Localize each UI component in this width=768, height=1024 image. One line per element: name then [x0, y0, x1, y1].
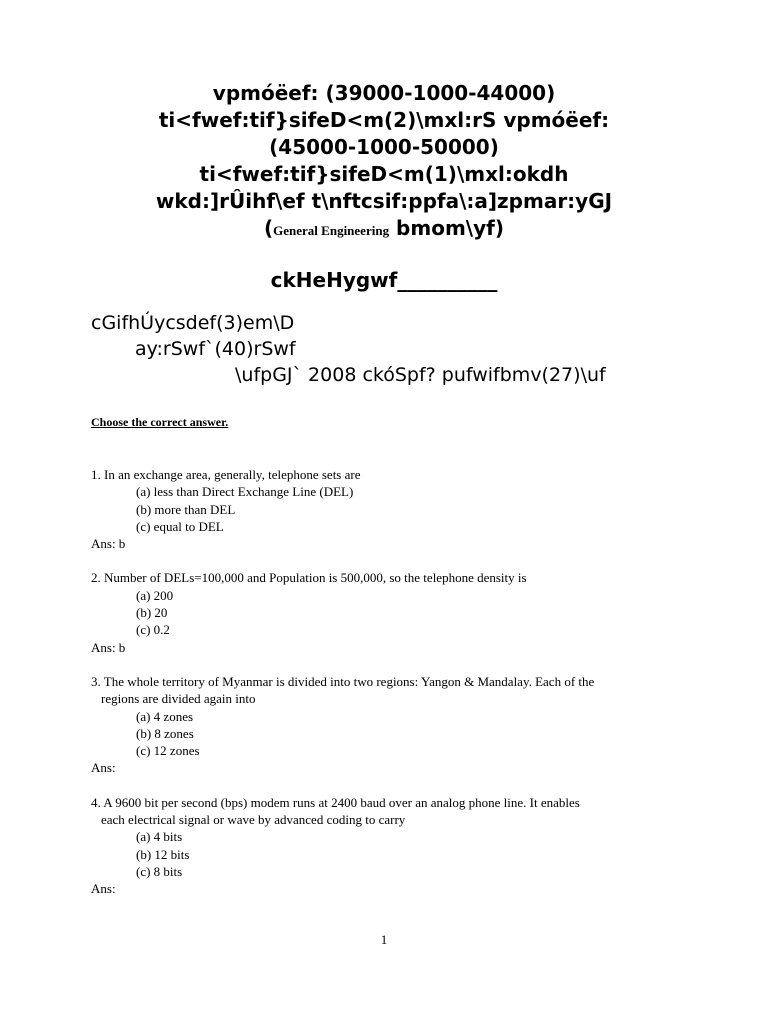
question-option: (c) 8 bits: [136, 863, 183, 879]
question-list: [91, 466, 711, 915]
examinee-name-line: ckHeHygwf__________: [270, 268, 498, 292]
question: [91, 466, 711, 552]
question-option: (c) 12 zones: [136, 743, 200, 759]
header-line: ti<fwef:tif}sifeD<m(2)\mxl:rS vpmóëef:: [158, 108, 610, 132]
question-option: (b) 12 bits: [136, 846, 190, 862]
question-option: (a) 200: [136, 587, 174, 603]
header-line: ti<fwef:tif}sifeD<m(1)\mxl:okdh: [199, 162, 569, 186]
header-close: bmom\yf): [389, 216, 504, 240]
question-option: (b) 20: [136, 605, 168, 621]
question: [91, 569, 711, 655]
question-text-continued: each electrical signal or wave by advanced coding to carry: [101, 812, 406, 828]
question-text-continued: regions are divided again into: [101, 691, 256, 707]
exam-header: [40, 80, 728, 244]
question-text: 2. Number of DELs=100,000 and Population is 500,000, so the telephone density is: [91, 570, 527, 586]
header-line: wkd:]rÛihf\ef t\nftcsif:ppfa\:a]zpmar:yGJ: [155, 189, 613, 213]
header-line: vpmóëef: (39000-1000-44000): [212, 81, 556, 105]
question-answer: Ans:: [91, 881, 116, 897]
exam-info: [91, 310, 606, 388]
question-option: (a) less than Direct Exchange Line (DEL): [136, 484, 354, 500]
question-option: (c) 0.2: [136, 622, 170, 638]
instruction: Choose the correct answer.: [91, 415, 229, 429]
question-answer: Ans: b: [91, 639, 126, 655]
question-option: (b) more than DEL: [136, 501, 236, 517]
header-line: (45000-1000-50000): [269, 135, 499, 159]
question-text: 3. The whole territory of Myanmar is divided into two regions: Yangon & Mandalay. Each of the regions are divided again into: [91, 673, 711, 708]
page-number: 1: [380, 932, 388, 947]
question: [91, 673, 711, 777]
question-option: (c) equal to DEL: [136, 518, 224, 534]
header-subject-line: [40, 215, 728, 244]
header-subject: General Engineering: [273, 223, 390, 238]
question-text: 4. A 9600 bit per second (bps) modem runs at 2400 baud over an analog phone line. It enables each electrical signal or wave by advanced coding to carry: [91, 794, 711, 829]
question-option: (a) 4 zones: [136, 708, 194, 724]
question: [91, 794, 711, 898]
question-option: (a) 4 bits: [136, 829, 183, 845]
header-open-paren: (: [264, 216, 274, 240]
question-answer: Ans: b: [91, 536, 126, 552]
question-text: 1. In an exchange area, generally, telephone sets are: [91, 467, 361, 482]
question-answer: Ans:: [91, 760, 116, 776]
question-option: (b) 8 zones: [136, 725, 194, 741]
info-line-1: cGifhÚycsdef(3)em\D: [91, 312, 295, 334]
info-line-2: ay:rSwf`(40)rSwf: [135, 338, 296, 360]
info-line-3: \ufpGJ` 2008 ckóSpf? pufwifbmv(27)\uf: [235, 364, 606, 386]
